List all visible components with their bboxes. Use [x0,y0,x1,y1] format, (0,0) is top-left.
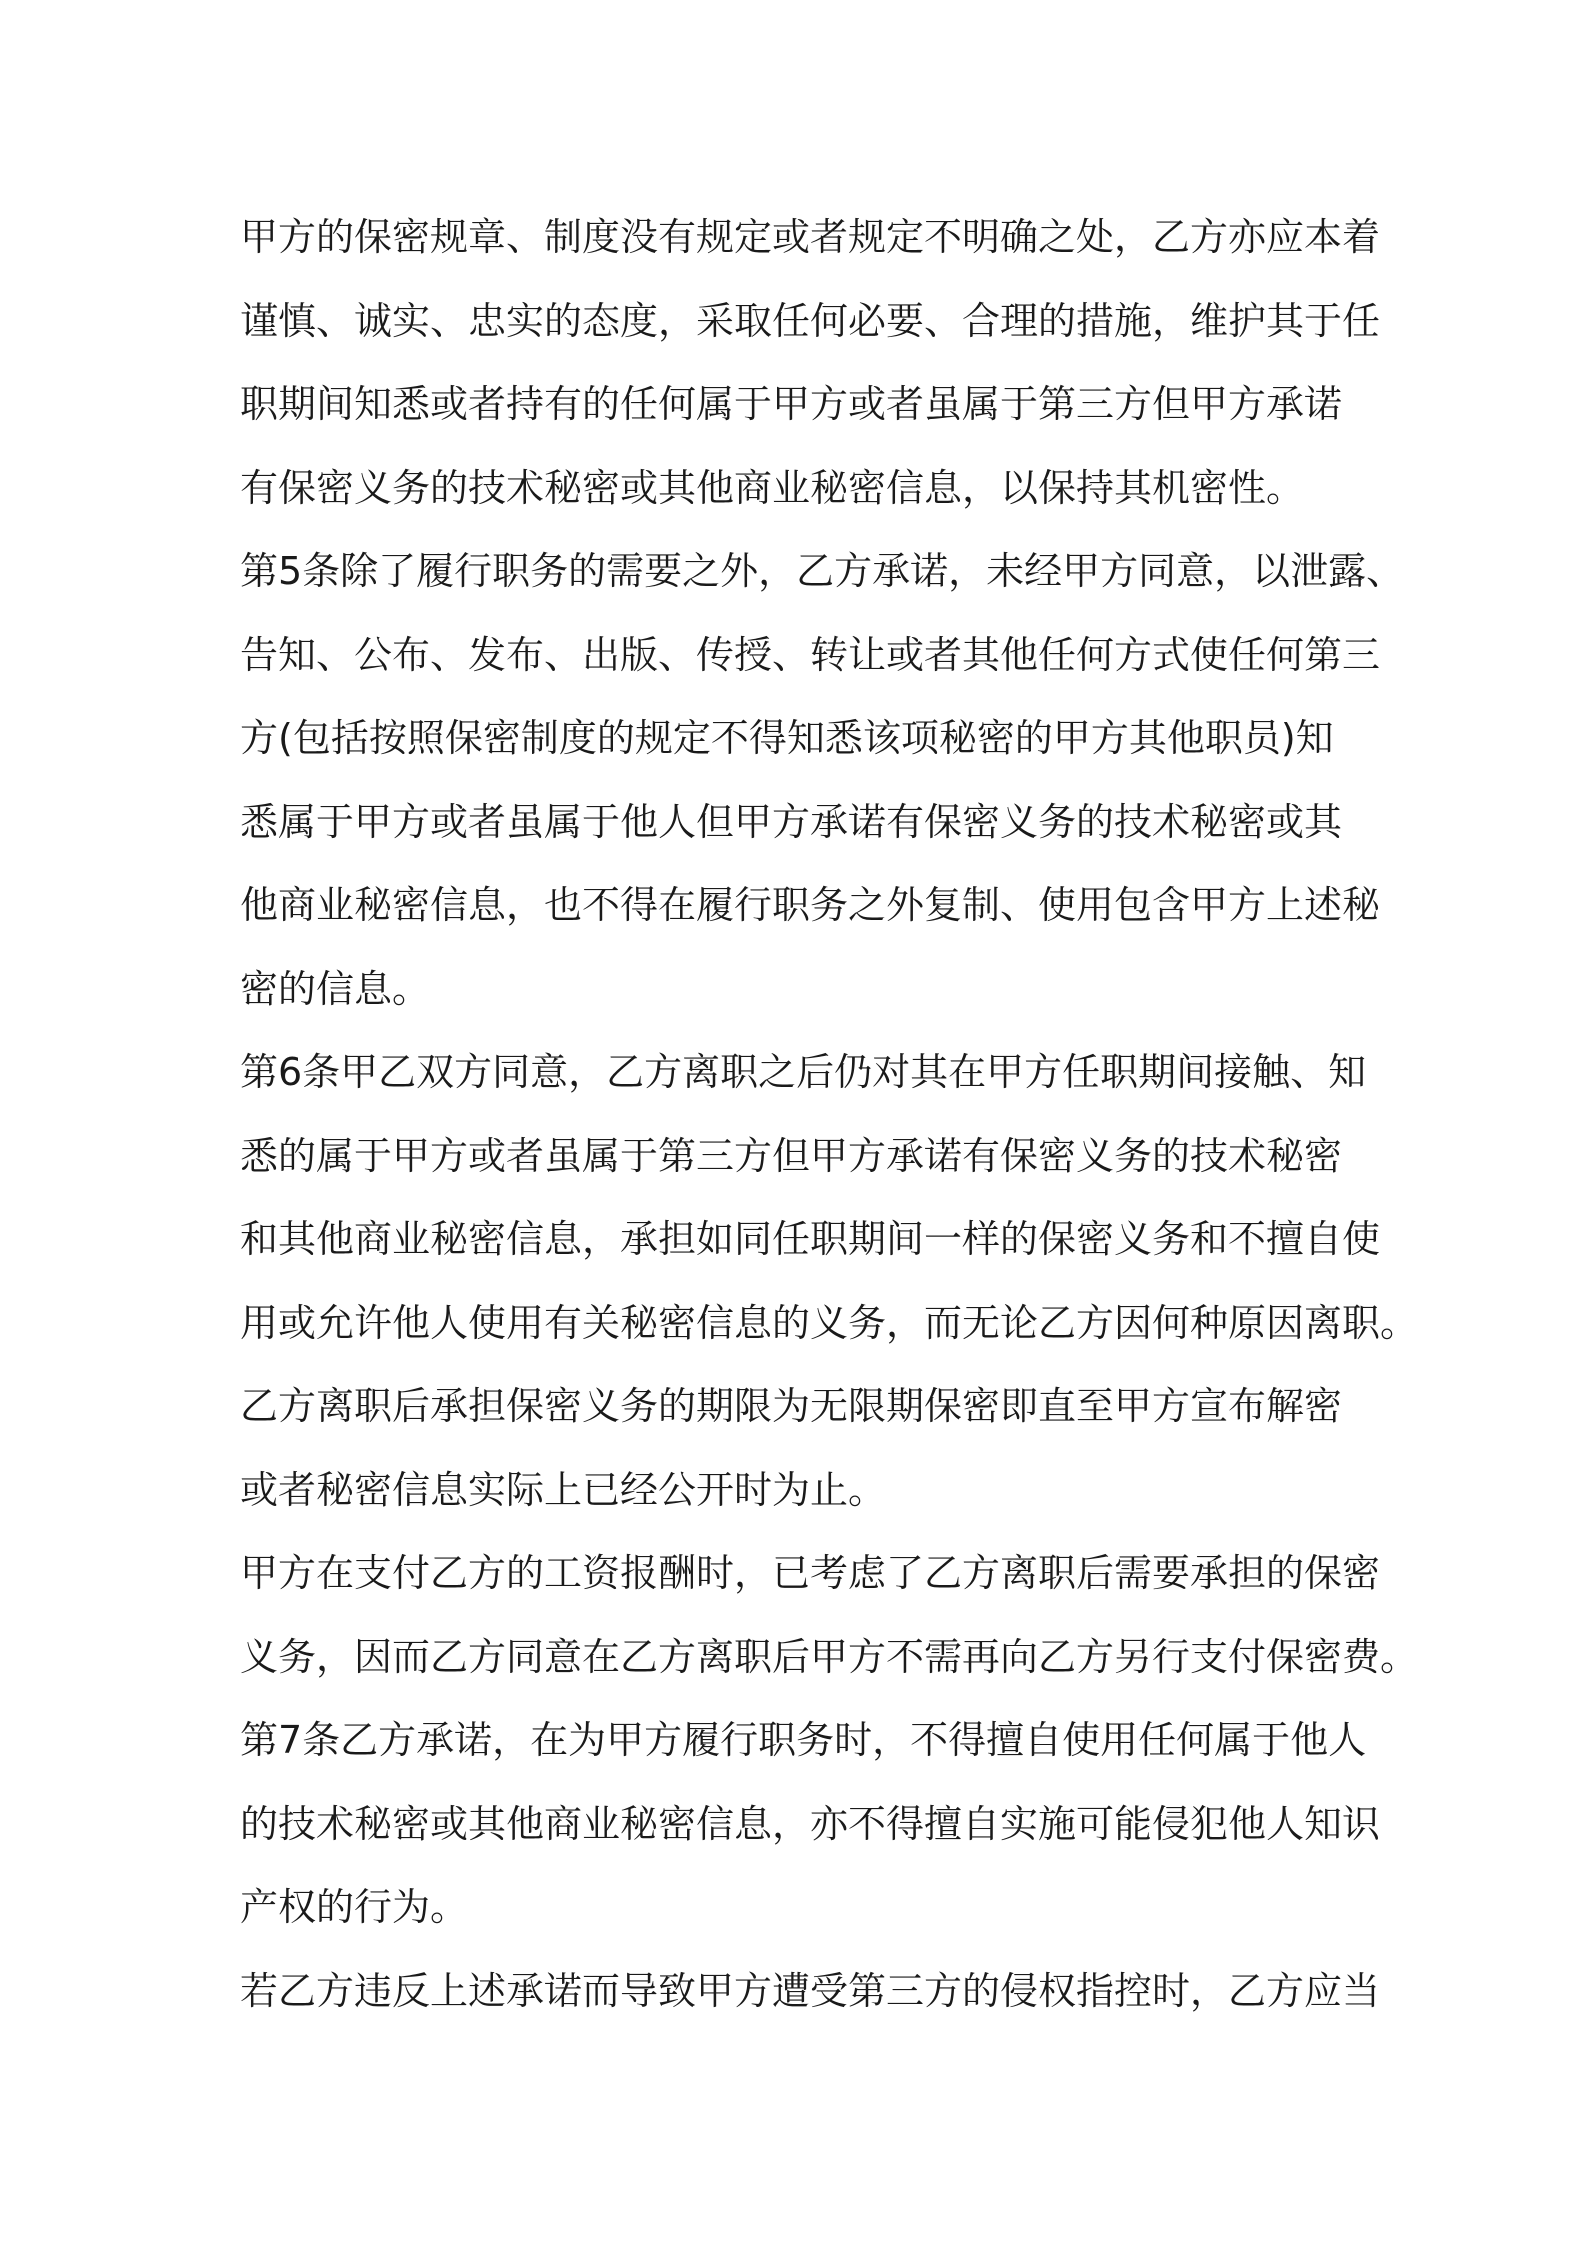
text-line: 用或允许他人使用有关秘密信息的义务，而无论乙方因何种原因离职。 [240,1300,1419,1345]
text-line: 产权的行为。 [240,1885,469,1929]
text-line: 他商业秘密信息，也不得在履行职务之外复制、使用包含甲方上述秘 [240,883,1381,927]
text-line: 职期间知悉或者持有的任何属于甲方或者虽属于第三方但甲方承诺 [240,382,1343,426]
text-line: 悉属于甲方或者虽属于他人但甲方承诺有保密义务的技术秘密或其 [240,799,1343,844]
text-line: 乙方离职后承担保密义务的期限为无限期保密即直至甲方宣布解密 [240,1384,1343,1428]
text-line: 谨慎、诚实、忠实的态度，采取任何必要、合理的措施，维护其于任 [240,298,1381,343]
text-line: 义务，因而乙方同意在乙方离职后甲方不需再向乙方另行支付保密费。 [240,1634,1419,1679]
text-line: 的技术秘密或其他商业秘密信息，亦不得擅自实施可能侵犯他人知识 [240,1801,1381,1846]
text-line: 第6条甲乙双方同意，乙方离职之后仍对其在甲方任职期间接触、知 [240,1050,1367,1094]
text-line: 和其他商业秘密信息，承担如同任职期间一样的保密义务和不擅自使 [240,1217,1381,1261]
text-line: 密的信息。 [240,966,431,1011]
text-line: 有保密义务的技术秘密或其他商业秘密信息，以保持其机密性。 [240,465,1305,510]
text-line: 甲方的保密规章、制度没有规定或者规定不明确之处，乙方亦应本着 [240,215,1381,259]
text-line: 或者秘密信息实际上已经公开时为止。 [240,1467,887,1512]
text-line: 若乙方违反上述承诺而导致甲方遭受第三方的侵权指控时，乙方应当 [240,1968,1381,2013]
text-line: 悉的属于甲方或者虽属于第三方但甲方承诺有保密义务的技术秘密 [240,1133,1343,1178]
text-line: 方(包括按照保密制度的规定不得知悉该项秘密的甲方其他职员)知 [240,716,1334,760]
text-line: 甲方在支付乙方的工资报酬时，已考虑了乙方离职后需要承担的保密 [240,1551,1381,1595]
text-line: 告知、公布、发布、出版、传授、转让或者其他任何方式使任何第三 [240,632,1381,677]
document-body [240,196,1420,2033]
text-line: 第7条乙方承诺，在为甲方履行职务时，不得擅自使用任何属于他人 [240,1718,1367,1762]
text-line: 第5条除了履行职务的需要之外，乙方承诺，未经甲方同意，以泄露、 [240,549,1405,593]
